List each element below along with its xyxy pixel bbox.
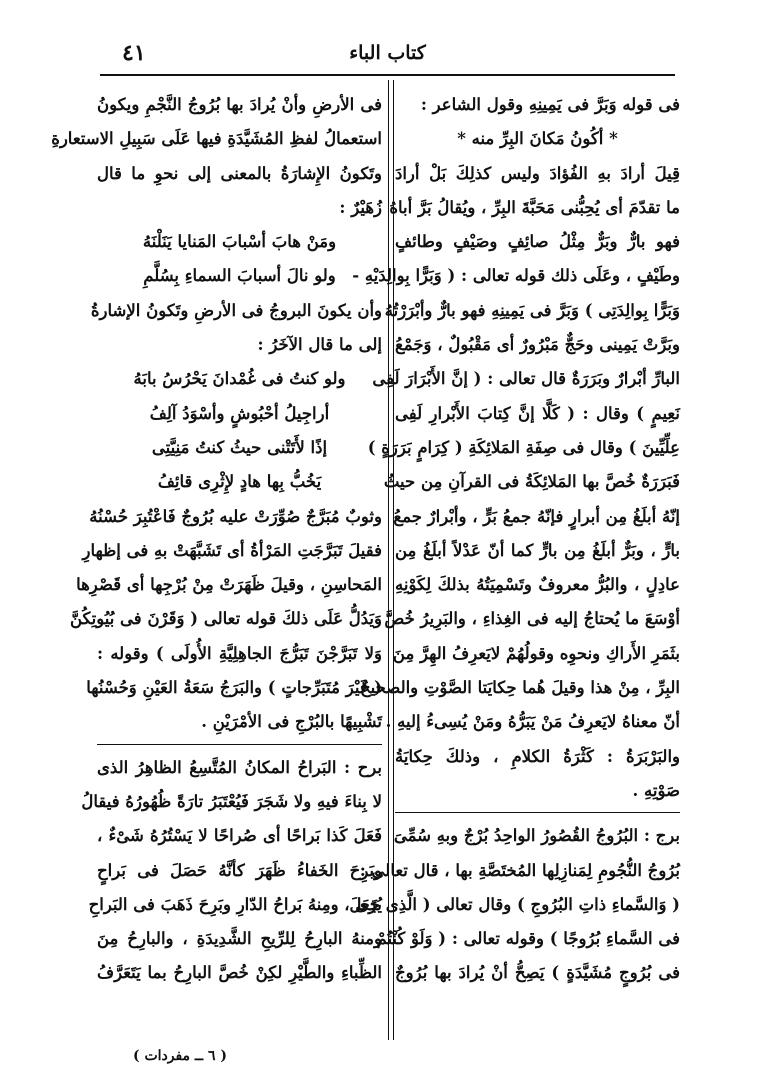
- text-line: بثَمَرِ الأَراكِ ونحوِه وقولُهُمْ لايَعرِفُ الهِرَّ مِنَ: [392, 643, 680, 663]
- page-header: [100, 40, 675, 70]
- text-line: صَوْتِهِ .: [632, 780, 680, 800]
- text-line: إنّهُ أبلَغُ مِن أبرارٍ فإنّهُ جمعُ بَرٍّ ، وأبْرارٌ جمعُ: [393, 506, 680, 526]
- verse-line: إذًا لأَتَتْنى حيثُ كنتُ مَنِيَّتِى: [151, 437, 328, 457]
- text-line: فَعَلَ كَذا بَراحًا أى صُراحًا لا يَسْتُرُهُ شَىْءٌ ،: [97, 826, 382, 846]
- text-line: وأن يكونَ البروجُ فى الأرضِ وتَكونُ الإشارةُ: [90, 300, 382, 320]
- text-line: أوْسَعَ ما يُحتاجُ إليه فى الغِذاءِ ، والبَرِيرُ خُصَّ: [384, 609, 680, 629]
- header-rule: [100, 74, 675, 76]
- entry-separator: [395, 812, 680, 813]
- entry-line: برح : البَراحُ المكانُ المُتَّسِعُ الظاهِرُ الذى: [97, 757, 382, 777]
- entry-separator: [97, 744, 382, 745]
- text-line: بُرُوجُ النُّجُومِ لِمَنازِلِها المُختَصَّةِ بها ، قال تعالى :: [359, 860, 680, 880]
- text-line: فى بُرُوجٍ مُشَيَّدَةٍ ) يَصِحُّ أنْ يُرادَ بها بُرُوجٌ: [395, 963, 680, 983]
- text-line: استعمالُ لفظِ المُشَيَّدَةِ فيها عَلَى سَبِيلِ الاستعارةِ: [51, 129, 382, 149]
- text-line: وَيَدُلُّ عَلَى ذلكَ قوله تعالى ( وَقَرْنَ فى بُيُوتِكُنَّ: [69, 609, 382, 629]
- text-line: والبَرْبَرَةُ : كَثْرَةُ الكلامِ ، وذلكَ حِكايَةُ: [395, 746, 680, 766]
- verse-line: ولو كنتُ فى غُمْدانَ يَحْرُسُ بابَهُ: [133, 369, 346, 389]
- signature-mark: ( ٦ ــ مفردات ): [132, 1048, 228, 1064]
- text-line: وطَيْفٍ ، وعَلَى ذلك قوله تعالى : ( وَبَرًّا بِوالِدَيْهِ -: [352, 266, 680, 286]
- text-line: فى الأرضِ وأنْ يُرادَ بها بُرُوجُ النَّجْمِ ويكونُ: [97, 95, 382, 114]
- text-line: الظِّباءِ والطَّيْرِ لكِنْ خُصَّ البارِحُ بما يَتَعَرَّفُ: [97, 963, 382, 983]
- text-line: وَلا تَبَرَّجْنَ تَبَرُّجَ الجاهِلِيَّةِ الأُولَى ) وقوله :: [97, 643, 382, 663]
- text-line: البارِّ أبْرارٌ وبَرَرَةٌ قال تعالى : ( إنَّ الأَبْرَارَ لَفِى: [372, 369, 680, 389]
- text-line: عادِلٍ ، والبُرُّ معروفٌ وتَسْمِيَتُهُ بذلكَ لِكَوْنِهِ: [395, 575, 680, 595]
- text-line: تَشْبِيهًا بالبُرْجِ فى الأمْرَيْنِ .: [201, 712, 382, 732]
- text-line: ومنهُ البارِحُ لِلرِّيحِ الشَّدِيدَةِ ، والبارِحُ مِنَ: [97, 929, 382, 949]
- text-line: عِلِّيِّينَ ) وقال فى صِفَةِ المَلائِكَةِ ( كِرَامٍ بَرَرَةٍ ): [367, 437, 680, 457]
- text-line: إلى ما قال الآخَرُ :: [257, 335, 382, 355]
- verse-line: ولو نالَ أسبابَ السماءِ بِسُلَّمِ: [143, 266, 336, 286]
- text-line: لا بِناءَ فيهِ ولا شَجَرَ فَيُعْتَبَرُ تارَةً ظُهُورُهُ فيقالُ: [81, 791, 382, 811]
- text-line: وبَرِحَ الخَفاءُ ظَهَرَ كأنَّهُ حَصَلَ فى بَراحٍ: [97, 860, 382, 880]
- text-line: وبَرَّتْ يَمِينى وحَجٌّ مَبْرُورٌ أى مَقْبُولٌ ، وَجَمْعُ: [395, 335, 680, 355]
- verse-line: ومَنْ هابَ أسْبابَ المَنايا يَنَلْنَهُ: [142, 232, 337, 252]
- text-line: وثوبٌ مُبَرَّجٌ صُوِّرَتْ عليه بُرُوجٌ فَاعْتُبِرَ حُسْنُهُ: [89, 506, 382, 526]
- text-line: بارٍّ ، وبَرٌّ أبلَغُ مِن بارٍّ كما أنّ عَدْلاً أبلَغُ مِن: [395, 540, 680, 560]
- text-line: أنّ معناهُ لايَعرِفُ مَنْ يَبَرُّهُ ومَنْ يُسِىءُ إليهِ .: [385, 712, 680, 732]
- running-title: كتاب الباء: [349, 42, 426, 64]
- left-column: [51, 88, 382, 1043]
- verse-line: * أكُونُ مَكانَ البِرِّ منه *: [457, 129, 618, 149]
- verse-line: أراجِيلُ أحْبُوشٍ وأسْوَدُ آلِفُ: [149, 403, 330, 423]
- text-line: فهو بارٌّ وبَرٌّ مِثْلُ صائِفٍ وصَيْفٍ وطائفٍ: [395, 232, 680, 252]
- verse-line: يَخُبُّ بِها هادٍ لإِثْرِى قائِفُ: [157, 472, 322, 492]
- entry-line: برج : البُرُوجُ القُصُورُ الواحِدُ بُرْجٌ وبهِ سُمِّىَ: [393, 826, 680, 846]
- text-line: وتَكونُ الإِشارَةُ بالمعنى إلى نحوِ ما قال: [97, 163, 382, 183]
- text-line: فى قوله وَبَرَّ فى يَمِينِهِ وقول الشاعر :: [420, 95, 680, 114]
- text-line: ( غَيْرَ مُتَبَرِّجاتٍ ) والبَرَجُ سَعَةُ العَيْنِ وَحُسْنُها: [86, 678, 382, 698]
- text-line: يُرَى ، ومِنهُ بَراحُ الدّارِ وبَرِحَ ذَهَبَ فى البَراحِ: [88, 894, 382, 914]
- text-line: زُهَيْرٌ :: [339, 197, 382, 217]
- page-number: ٤١: [122, 40, 146, 66]
- text-line: فَبَرَرَةٌ خُصَّ بها المَلائِكَةُ فى القرآنِ مِن حيثُ: [383, 472, 680, 492]
- text-line: ( وَالسَّماءِ ذاتِ البُرُوجِ ) وقال تعالى ( الَّذِى جَعَلَ: [349, 894, 680, 914]
- text-line: وَبَرًّا بِوالِدَتِى ) وَبَرَّ فى يَمِينِهِ فهو بارٌّ وأبْرَرْتُهُ: [384, 300, 680, 320]
- text-line: المَحاسِنِ ، وقيلَ ظَهَرَتْ مِنْ بُرْجِها أى قَصْرِها: [76, 575, 382, 595]
- text-line: فى السَّماءِ بُرُوجًا ) وقوله تعالى : ( وَلَوْ كُنْتُمْ: [376, 929, 680, 949]
- text-line: قِيلَ أرادَ بهِ الفُؤادَ وليس كذلِكَ بَلْ أرادَ: [395, 163, 680, 183]
- text-line: فقيلَ تَبَرَّجَتِ المَرْأةُ أى تَشَبَّهَتْ بهِ فى إظهارِ: [82, 540, 382, 560]
- text-line: ما تقدّمَ أى يُحِبُّنى مَحَبَّةَ البِرِّ ، ويُقالُ بَرَّ أباهُ: [389, 197, 680, 217]
- text-line: البِرِّ ، مِنْ هذا وقيلَ هُما حِكايَتا الصَّوْتِ والصحيحُ: [359, 678, 680, 698]
- text-line: نَعِيمٍ ) وقال : ( كَلَّا إنَّ كِتابَ الأَبْرارِ لَفِى: [395, 403, 680, 423]
